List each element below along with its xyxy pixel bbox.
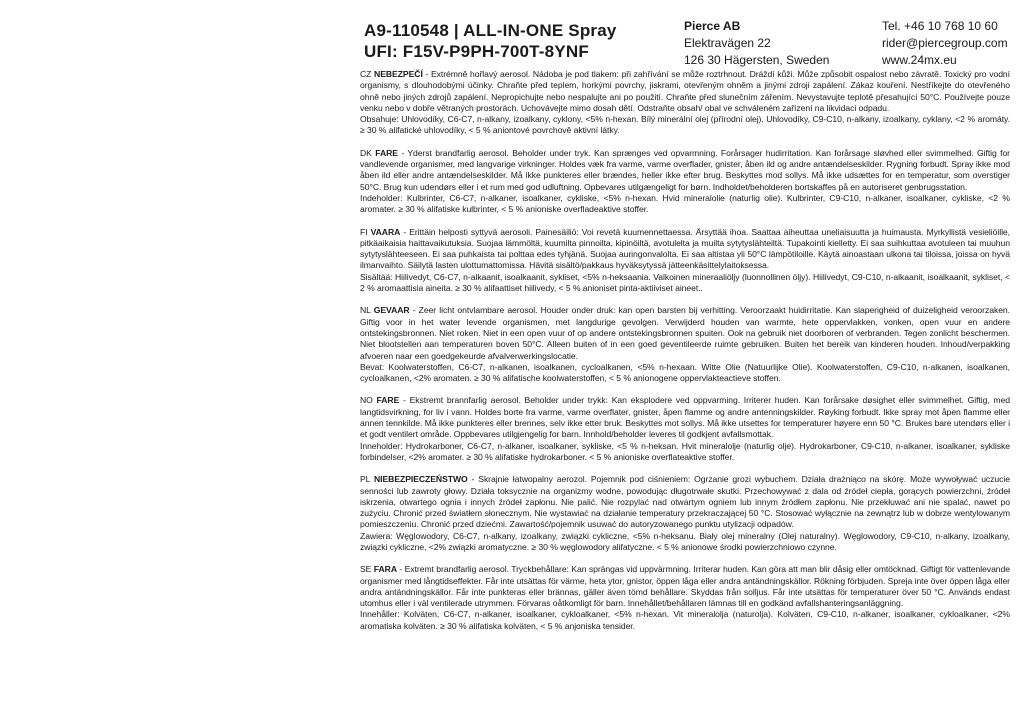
contact-website: www.24mx.eu [882, 53, 957, 67]
signal-word: FARA [373, 564, 397, 575]
language-code: DK [360, 147, 372, 158]
label-header [364, 18, 1012, 68]
language-code: PL [360, 474, 371, 485]
signal-word: VAARA [370, 226, 401, 237]
hazard-statements [360, 148, 1010, 193]
hazard-text: - Extremt brandfarlig aerosol. Tryckbehållare: Kan sprängas vid uppvärmning. Irriterar huden. Kan göra att man blir dåsig eller omtöcknad. Giftigt för vattenlevande organismer med långtidseffekter. Får inte utsättas för värme, heta ytor, gnistor, öppen låga eller andra antändningskällor. Rökning förbjuden. Spreja inte över öppen låga eller andra antändningskällor. Får inte punkteras eller brännas, gäller även tömd behållare. Skyddas från solljus. Får inte utsättas för temperaturer över 50 °C. Används endast utomhus eller i väl ventilerade utrymmen. Förvaras oåtkomligt för barn. Innehållet/behållaren lämnas till en godkänd avfallshanteringsanläggning. [360, 564, 1010, 609]
contact-phone: Tel. +46 10 768 10 60 [882, 19, 998, 33]
hazard-text: - Extrémně hořlavý aerosol. Nádoba je pod tlakem: při zahřívání se může roztrhnout. Dráždí kůži. Může způsobit ospalost nebo závratě. Toxický pro vodní organismy, s dlouhodobými účinky. Chraňte před teplem, horkými povrchy, jiskrami, otevřeným ohněm a jinými zdroji zapálení. Zákaz kouření. Nestříkejte do otevřeného ohně nebo jiných zdrojů zapálení. Nepropichujte nebo nespalujte ani po použití. Chraňte před slunečním zářením. Nevystavujte teplotě přesahující 50°C. Používejte pouze venku nebo v dobře větraných prostorách. Uchovávejte mimo dosah dětí. Odstraňte obsah/ obal ve schváleném zařízení na likvidaci odpadu. [360, 69, 1010, 113]
contents-statement: Innehåller: Kolväten, C6-C7, n-alkaner, isoalkaner, cykloalkaner, <5% n-hexan. Vit mineralolja (naturolja). Kolväten, C9-C10, n-alkaner, isoalkaner, cykloalkaner, <2% aromatiska kolväten. ≥ 30 % alifatiska kolväten, < 5 % anjoniska tensider. [360, 609, 1010, 631]
company-city: 126 30 Hägersten, Sweden [684, 53, 830, 67]
hazard-text: - Skrajnie łatwopalny aerozol. Pojemnik pod ciśnieniem: Ogrzanie grozi wybuchem. Działa drażniąco na skórę. Może wywoływać uczucie senności lub zawroty głowy. Działa toksycznie na organizmy wodne, powodując długotrwałe skutki. Przechowywać z dala od źródeł ciepła, gorących powierzchni, źródeł iskrzenia, otwartego ognia i innych źródeł zapłonu. Nie palić. Nie rozpylać nad otwartym ogniem lub innym źródłem zapłonu. Nie przekłuwać ani nie spalać, nawet po zużyciu. Chronić przed światłem słonecznym. Nie wystawiać na działanie temperatury przekraczającej 50 °C. Stosować wyłącznie na zewnątrz lub w dobrze wentylowanym pomieszczeniu. Chronić przed dziećmi. Zawartość/pojemnik usuwać do autoryzowanego punktu utylizacji odpadów. [360, 474, 1010, 530]
contents-statement: Inneholder: Hydrokarboner, C6-C7, n-alkaner, isoalkaner, sykliske, <5 % n-heksan. Hvit mineralolje (naturlig olje). Hydrokarboner, C9-C10, n-alkaner, isoalkaner, sykliske forbindelser, <2% aromater. ≥ 30 % alifatiske hydrokarboner. < 5 % anioniske overflateaktive stoffer. [360, 440, 1010, 462]
signal-word: NEBEZPEČÍ [374, 69, 423, 79]
hazard-text: - Yderst brandfarlig aerosol. Beholder under tryk. Kan sprænges ved opvarmning. Forårsager hudirritation. Kan forårsage sløvhed eller svimmelhed. Giftig for vandlevende organismer, med langvarige virkninger. Holdes væk fra varme, varme overflader, gnister, åben ild og andre antændelseskilder. Rygning forbudt. Spray ikke mod åben ild eller andre antændelseskilder. Må ikke punkteres eller brændes, heller ikke efter brug. Beskyttes mod sollys. Må ikke udsættes for en temperatur, som overstiger 50°C. Brug kun udendørs eller i et rum med god udluftning. Opbevares utilgængeligt for børn. Indholdet/beholderen bortskaffes på en autoriseret genbrugsstation. [360, 147, 1010, 192]
hazard-statements [360, 305, 1010, 361]
company-street: Elektravägen 22 [684, 36, 771, 50]
company-contact [882, 18, 1008, 69]
product-title: A9-110548 | ALL-IN-ONE Spray [364, 21, 617, 40]
language-code: CZ [360, 69, 372, 79]
company-name: Pierce AB [684, 19, 741, 33]
contents-statement: Obsahuje: Uhlovodíky, C6-C7, n-alkany, izoalkany, cyklony, <5% n-hexan. Bílý minerální olej (přírodní olej). Uhlovodíky, C9-C10, n-alkany, izoalkany, cyklany, <2 % aromáty. ≥ 30 % alifatické uhlovodíky, < 5 % aniontové povrchově aktivní látky. [360, 114, 1010, 136]
ufi-code: UFI: F15V-P9PH-700T-8YNF [364, 42, 589, 61]
contents-statement: Sisältää: Hiilivedyt, C6-C7, n-alkaanit, isoalkaanit, sykliset, <5% n-heksaania. Valkoinen mineraaliöljy (luonnollinen öljy). Hiilivedyt, C9-C10, n-alkaanit, isoalkaanit, sykliset, < 2 % aromaattisia aineita. ≥ 30 % alifaattiset hiilivedy, < 5 % anioniset pinta-aktiiviset aineet.. [360, 271, 1010, 294]
hazard-statements [360, 227, 1010, 272]
hazard-statements [360, 395, 1010, 440]
signal-word: FARE [375, 147, 398, 158]
language-code: NO [360, 395, 373, 406]
hazard-statements [360, 69, 1010, 114]
safety-text-body [360, 69, 1010, 643]
language-code: NL [360, 305, 371, 316]
contents-statement: Indeholder: Kulbrinter, C6-C7, n-alkaner, isoalkaner, cykliske, <5% n-hexan. Hvid mineralolie (naturlig olie). Kulbrinter, C9-C10, n-alkaner, isoalkaner, cykliske, <2 % aromater. ≥ 30 % alifatiske kulbrinter, < 5 % anioniske overfladeaktive stoffer. [360, 192, 1010, 215]
section-pl [360, 474, 1010, 553]
product-title-block [364, 20, 617, 62]
language-code: FI [360, 226, 368, 237]
hazard-statements [360, 474, 1010, 530]
section-cz [360, 69, 1010, 137]
language-code: SE [360, 564, 372, 575]
section-se [360, 564, 1010, 632]
section-fi [360, 227, 1010, 295]
section-dk [360, 148, 1010, 216]
contact-email: rider@piercegroup.com [882, 36, 1008, 50]
section-no [360, 395, 1010, 463]
signal-word: FARE [376, 395, 400, 406]
contents-statement: Bevat: Koolwaterstoffen, C6-C7, n-alkanen, isoalkanen, cycloalkanen, <5% n-hexaan. Witte Olie (Natuurlijke Olie). Koolwaterstoffen, C9-C10, n-alkanen, isoalkanen, cycloalkanen, <2% aromaten. ≥ 30 % alifatische koolwaterstoffen, < 5 % anionogene oppervlakteactieve stoffen. [360, 361, 1010, 384]
hazard-statements [360, 564, 1010, 609]
hazard-text: - Ekstremt brannfarlig aerosol. Beholder under trykk: Kan eksplodere ved oppvarming. Irriterer huden. Kan forårsake døsighet eller svimmelhet. Giftig, med langtidsvirkning, for liv i vann. Holdes borte fra varme, varme overflater, gnister, åpen flamme og andre antenningskilder. Røyking forbudt. Ikke spray mot åpen flamme eller annen tennkilde. Må ikke punkteres eller brennes, selv ikke etter bruk. Beskyttes mot sollys. Må ikke utsettes for temperaturer høyere enn 50 °C. Brukes bare utendørs eller i et godt ventilert område. Oppbevares utilgjengelig for barn. Innhold/beholder leveres til godkjent avfallsmottak. [360, 395, 1010, 440]
company-address [684, 18, 829, 69]
signal-word: NIEBEZPIECZEŃSTWO [373, 474, 468, 485]
section-nl [360, 305, 1010, 384]
contents-statement: Zawiera: Węglowodory, C6-C7, n-alkany, izoalkany, związki cykliczne, <5% n-heksanu. Biały olej mineralny (Olej naturalny). Węglowodory, C9-C10, n-alkany, izoalkany, związki cykliczne, <2% związki aromatyczne. ≥ 30 % węglowodory alifatyczne. < 5 % anionowe środki powierzchniowo czynne. [360, 530, 1010, 552]
signal-word: GEVAAR [373, 305, 410, 316]
hazard-text: - Erittäin helposti syttyvä aerosoli. Painesäiliö: Voi revetä kuumennettaessa. Ärsyttää ihoa. Saattaa aiheuttaa uneliaisuutta ja huimausta. Myrkyllistä vesieliöille, pitkäaikaisia haittavaikutuksia. Suojaa lämmöltä, kuumilta pinnoilta, kipinöiltä, avotulelta ja muilta sytytyslähteiltä. Tupakointi kielletty. Ei saa suihkuttaa avotuleen tai muuhun sytytyslähteeseen. Ei saa puhkaista tai polttaa edes tyhjänä. Suojaa auringonvalolta. Ei saa altistaa yli 50°C lämpötiloille. Käytä ainoastaan ulkona tai tiloissa, joissa on hyvä ilmanvaihto. Säilytä lasten ulottumattomissa. Hävitä sisältö/pakkaus hyväksytyssä jätteenkäsittelylaitoksessa. [360, 226, 1010, 271]
hazard-text: - Zeer licht ontvlambare aerosol. Houder onder druk: kan open barsten bij verhitting. Veroorzaakt huidirritatie. Kan slaperigheid of duizeligheid veroorzaken. Giftig voor in het water levende organismen, met langdurige gevolgen. Verwijderd houden van warmte, hete oppervlakken, vonken, open vuur en andere ontstekingsbronnen. Niet roken. Niet in een open vuur of op andere ontstekingsbronnen spuiten. Ook na gebruik niet doorboren of verbranden. Tegen zonlicht beschermen. Niet blootstellen aan temperaturen boven 50°C. Alleen buiten of in een goed geventileerde ruimte gebruiken. Buiten het bereik van kinderen houden. Inhoud/verpakking afvoeren naar een goedgekeurde afvalverwerkingslocatie. [360, 305, 1010, 361]
